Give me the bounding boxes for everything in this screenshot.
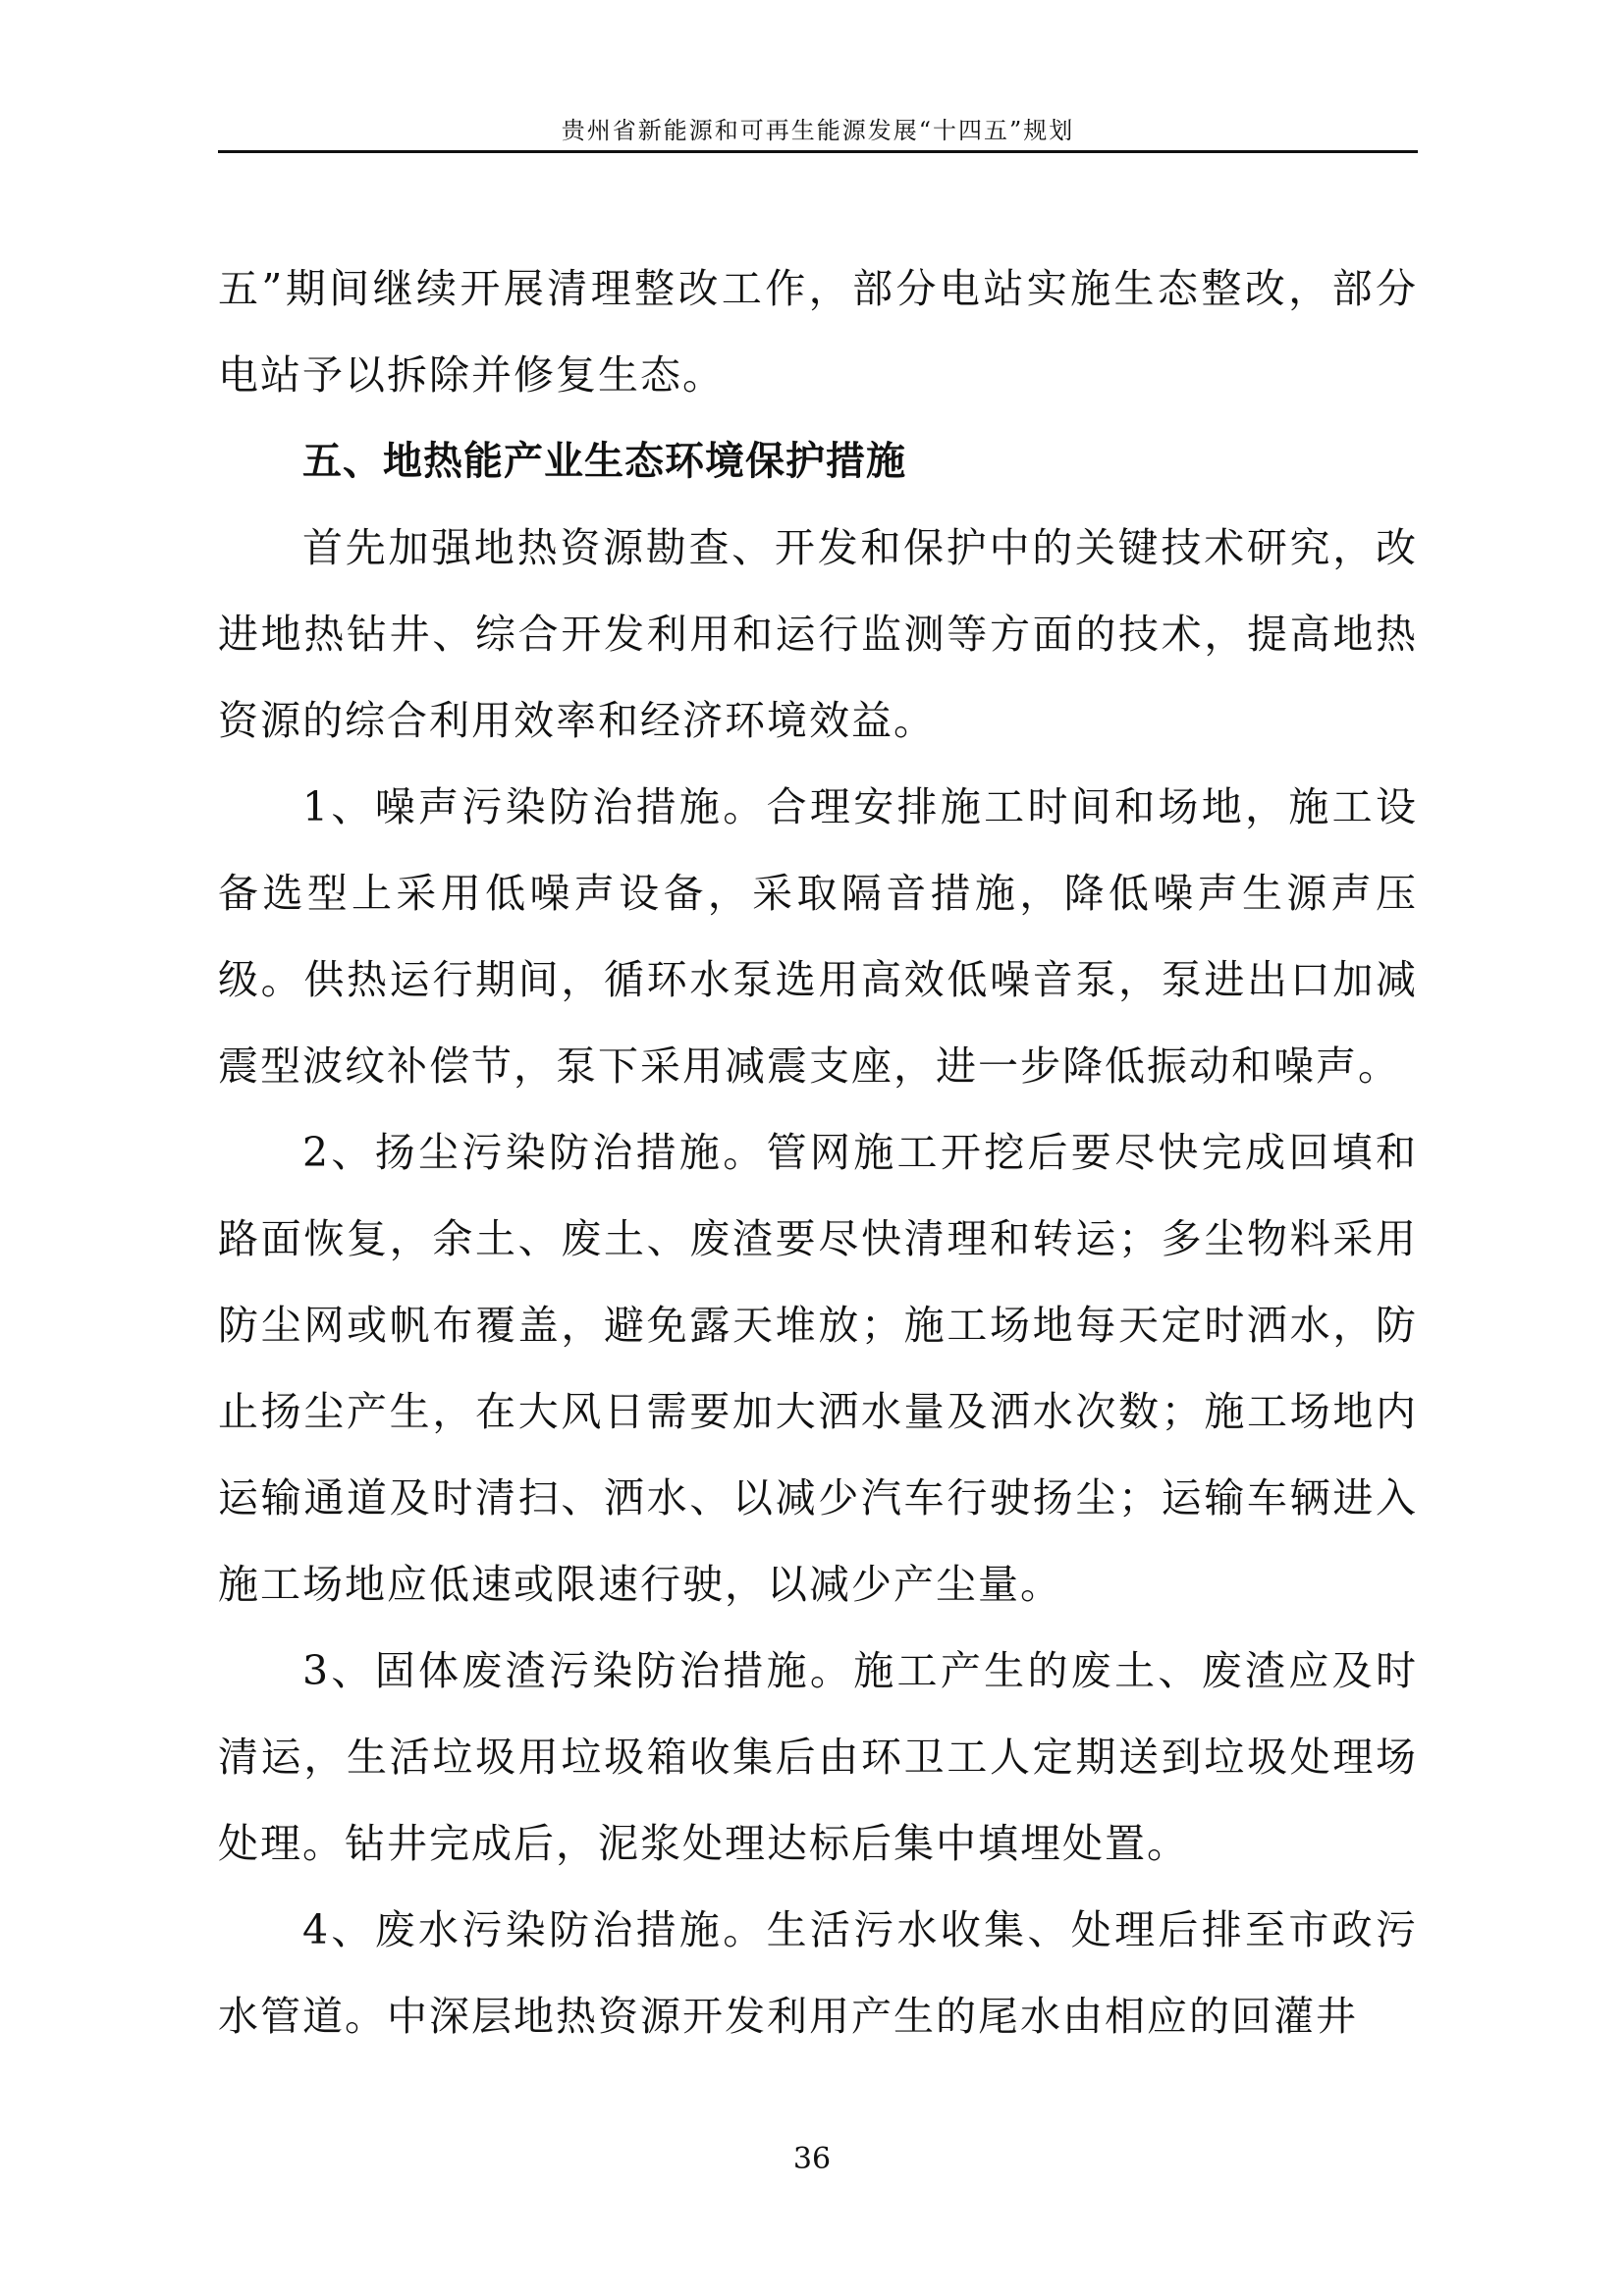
continuation-paragraph: 五”期间继续开展清理整改工作，部分电站实施生态整改，部分电站予以拆除并修复生态。 (218, 265, 1418, 399)
dust-control-paragraph: 2、扬尘污染防治措施。管网施工开挖后要尽快完成回填和路面恢复，余土、废土、废渣要尽快清理和转运；多尘物料采用防尘网或帆布覆盖，避免露天堆放；施工场地每天定时洒水，防止扬尘产生，在大风日需要加大洒水量及洒水次数；施工场地内运输通道及时清扫、洒水、以减少汽车行驶扬尘；运输车辆进入施工场地应低速或限速行驶，以减少产尘量。 (218, 1129, 1418, 1608)
noise-control-paragraph: 1、噪声污染防治措施。合理安排施工时间和场地，施工设备选型上采用低噪声设备，采取隔音措施，降低噪声生源声压级。供热运行期间，循环水泵选用高效低噪音泵，泵进出口加减震型波纹补偿节，泵下采用减震支座，进一步降低振动和噪声。 (218, 783, 1418, 1090)
solid-waste-paragraph: 3、固体废渣污染防治措施。施工产生的废土、废渣应及时清运，生活垃圾用垃圾箱收集后由环卫工人定期送到垃圾处理场处理。钻井完成后，泥浆处理达标后集中填埋处置。 (218, 1647, 1418, 1867)
intro-paragraph: 首先加强地热资源勘查、开发和保护中的关键技术研究，改进地热钻井、综合开发利用和运行监测等方面的技术，提高地热资源的综合利用效率和经济环境效益。 (218, 524, 1418, 744)
header-rule (218, 150, 1418, 153)
running-header: 贵州省新能源和可再生能源发展“十四五”规划 (561, 117, 1075, 144)
document-body (218, 245, 1418, 2059)
page-number: 36 (792, 2142, 832, 2176)
wastewater-paragraph: 4、废水污染防治措施。生活污水收集、处理后排至市政污水管道。中深层地热资源开发利用产生的尾水由相应的回灌井 (218, 1906, 1418, 2040)
section-heading: 五、地热能产业生态环境保护措施 (302, 439, 906, 484)
